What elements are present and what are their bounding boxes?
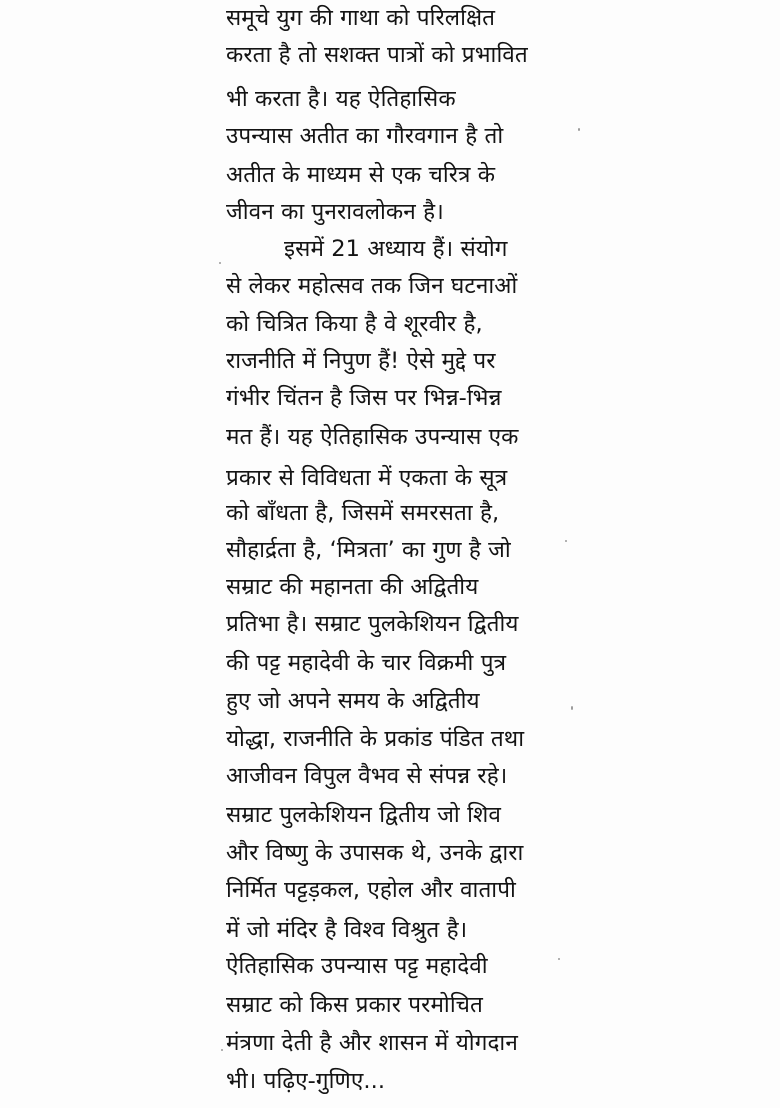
text-line-1: समूचे युग की गाथा को परिलक्षित xyxy=(226,5,496,31)
text-line-5: अतीत के माध्यम से एक चरित्र के xyxy=(226,162,496,188)
scan-speck xyxy=(558,958,560,960)
text-line-24: निर्मित पट्टड़कल, एहोल और वातापी xyxy=(226,877,516,903)
scan-speck xyxy=(219,262,221,264)
text-line-16: सम्राट की महानता की अद्वितीय xyxy=(226,574,479,600)
text-line-11: गंभीर चिंतन है जिस पर भिन्न-भिन्न xyxy=(226,385,502,411)
text-line-25: में जो मंदिर है विश्व विश्रुत है। xyxy=(226,917,468,943)
text-line-28: मंत्रणा देती है और शासन में योगदान xyxy=(226,1030,518,1056)
text-line-4: उपन्यास अतीत का गौरवगान है तो xyxy=(226,123,504,149)
text-line-2: करता है तो सशक्त पात्रों को प्रभावित xyxy=(226,42,528,68)
scan-speck xyxy=(221,1049,223,1051)
text-line-27: सम्राट को किस प्रकार परमोचित xyxy=(226,992,483,1018)
text-line-23: और विष्णु के उपासक थे, उनके द्वारा xyxy=(226,840,524,866)
text-line-6: जीवन का पुनरावलोकन है। xyxy=(226,199,444,225)
scan-speck xyxy=(578,128,580,131)
text-line-22: सम्राट पुलकेशियन द्वितीय जो शिव xyxy=(226,802,501,828)
text-line-26: ऐतिहासिक उपन्यास पट्ट महादेवी xyxy=(226,953,488,979)
text-line-10: राजनीति में निपुण हैं! ऐसे मुद्दे पर xyxy=(226,348,496,374)
text-line-29: भी। पढ़िए-गुणिए... xyxy=(226,1068,386,1094)
text-line-12: मत हैं। यह ऐतिहासिक उपन्यास एक xyxy=(226,424,519,450)
text-line-18: की पट्ट महादेवी के चार विक्रमी पुत्र xyxy=(226,650,507,676)
text-line-3: भी करता है। यह ऐतिहासिक xyxy=(226,86,456,112)
text-line-19: हुए जो अपने समय के अद्वितीय xyxy=(226,688,480,714)
text-line-15: सौहार्द्रता है, ‘मित्रता’ का गुण है जो xyxy=(226,537,511,563)
text-line-20: योद्धा, राजनीति के प्रकांड पंडित तथा xyxy=(226,726,525,752)
scan-speck xyxy=(565,540,567,542)
text-line-13: प्रकार से विविधता में एकता के सूत्र xyxy=(226,465,508,491)
text-line-9: को चित्रित किया है वे शूरवीर है, xyxy=(226,311,483,337)
text-line-14: को बाँधता है, जिसमें समरसता है, xyxy=(226,500,500,526)
scan-speck xyxy=(571,706,573,710)
text-line-7: इसमें 21 अध्याय हैं। संयोग xyxy=(284,236,508,262)
text-line-21: आजीवन विपुल वैभव से संपन्न रहे। xyxy=(226,763,508,789)
text-line-8: से लेकर महोत्सव तक जिन घटनाओं xyxy=(226,273,518,299)
text-line-17: प्रतिभा है। सम्राट पुलकेशियन द्वितीय xyxy=(226,611,519,637)
